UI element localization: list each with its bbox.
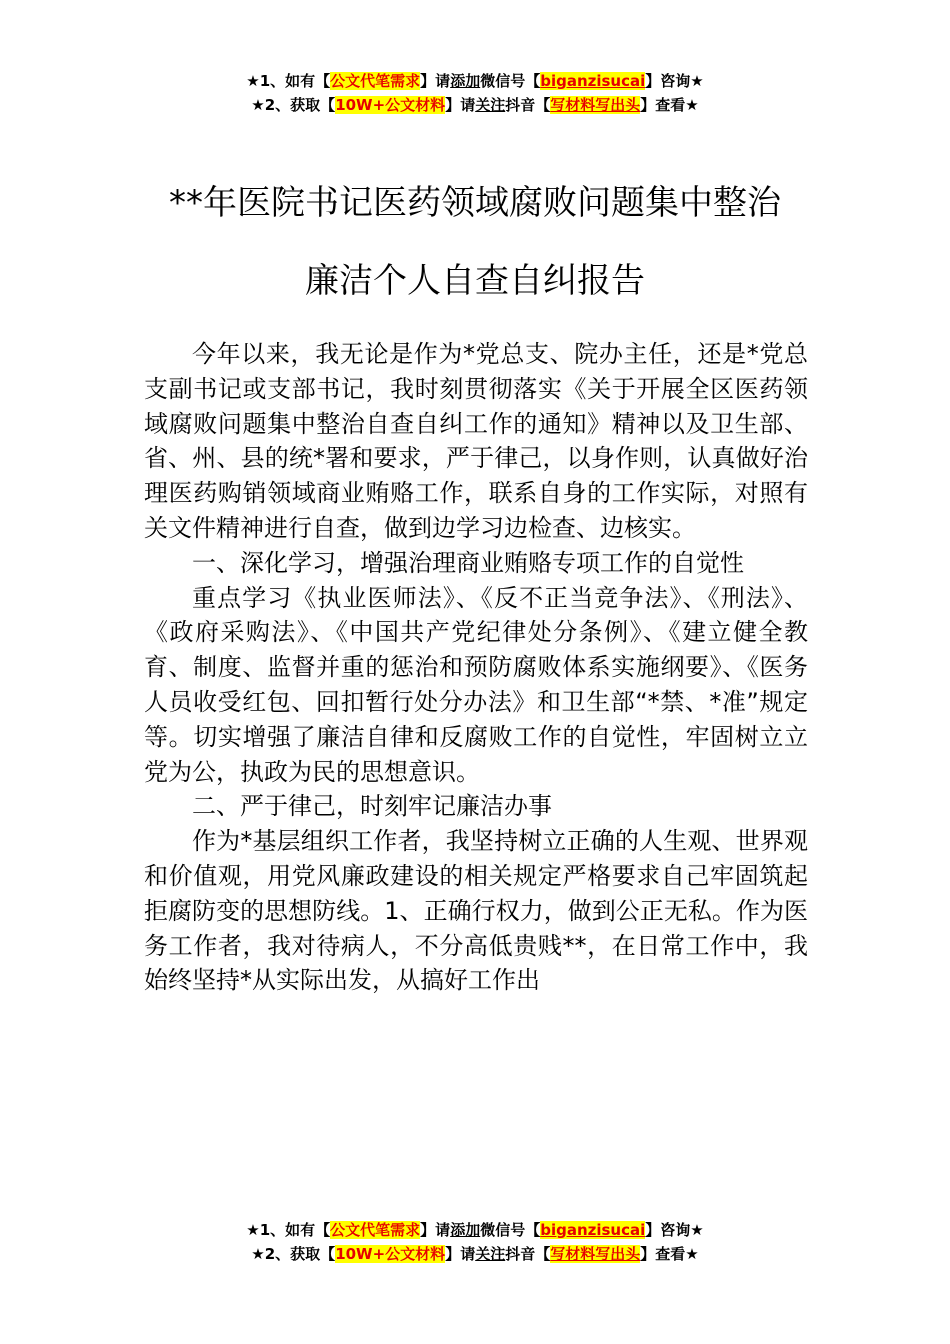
banner-text: 】请 <box>420 1221 451 1239</box>
banner-text: 微信号【 <box>480 1221 541 1239</box>
highlight-text: 10W+公文材料 <box>335 96 446 114</box>
highlight-text: 10W+公文材料 <box>335 1245 446 1263</box>
underlined-text: 关注 <box>475 1245 506 1263</box>
highlight-text: 公文代笔需求 <box>330 72 421 90</box>
banner-line-2 <box>0 1242 950 1266</box>
title-line-1: **年医院书记医药领域腐败问题集中整治 <box>169 183 781 223</box>
banner-text: 】请 <box>445 1245 476 1263</box>
document-body <box>144 337 808 998</box>
banner-text: 】请 <box>445 96 476 114</box>
banner-line-1 <box>0 1218 950 1242</box>
banner-text: ★1、如有【 <box>246 1221 331 1239</box>
banner-text: 】咨询★ <box>645 72 704 90</box>
banner-text: 抖音【 <box>505 1245 551 1263</box>
wechat-id: biganzisucai <box>540 72 646 90</box>
banner-text: 】咨询★ <box>645 1221 704 1239</box>
section-heading: 二、严于律己，时刻牢记廉洁办事 <box>192 792 552 821</box>
wechat-id: biganzisucai <box>540 1221 646 1239</box>
douyin-id: 写材料写出头 <box>550 96 641 114</box>
title-line-2: 廉洁个人自查自纠报告 <box>305 261 645 301</box>
banner-text: 】查看★ <box>640 1245 699 1263</box>
banner-text: ★2、获取【 <box>251 1245 336 1263</box>
underlined-text: 添加 <box>450 1221 481 1239</box>
banner-text: 】查看★ <box>640 96 699 114</box>
header-banner <box>0 69 950 117</box>
banner-line-2 <box>0 93 950 117</box>
banner-line-1 <box>0 69 950 93</box>
banner-text: ★1、如有【 <box>246 72 331 90</box>
highlight-text: 公文代笔需求 <box>330 1221 421 1239</box>
banner-text: ★2、获取【 <box>251 96 336 114</box>
banner-text: 抖音【 <box>505 96 551 114</box>
underlined-text: 添加 <box>450 72 481 90</box>
underlined-text: 关注 <box>475 96 506 114</box>
douyin-id: 写材料写出头 <box>550 1245 641 1263</box>
footer-banner <box>0 1218 950 1266</box>
banner-text: 】请 <box>420 72 451 90</box>
body-paragraph: 今年以来，我无论是作为*党总支、院办主任，还是*党总支副书记或支部书记，我时刻贯彻落实《关于开展全区医药领域腐败问题集中整治自查自纠工作的通知》精神以及卫生部、省、州、县的统*署和要求，严于律己，以身作则，认真做好治理医药购销领域商业贿赂工作，联系自身的工作实际，对照有关文件精神进行自查，做到边学习边检查、边核实。 <box>144 340 808 542</box>
banner-text: 微信号【 <box>480 72 541 90</box>
body-paragraph: 作为*基层组织工作者，我坚持树立正确的人生观、世界观和价值观，用党风廉政建设的相关规定严格要求自己牢固筑起拒腐防变的思想防线。1、正确行权力，做到公正无私。作为医务工作者，我对待病人，不分高低贵贱**，在日常工作中，我始终坚持*从实际出发，从搞好工作出 <box>144 827 808 995</box>
section-heading: 一、深化学习，增强治理商业贿赂专项工作的自觉性 <box>192 548 744 577</box>
document-title <box>0 164 950 320</box>
body-paragraph: 重点学习《执业医师法》、《反不正当竞争法》、《刑法》、《政府采购法》、《中国共产党纪律处分条例》、《建立健全教育、制度、监督并重的惩治和预防腐败体系实施纲要》、《医务人员收受红包、回扣暂行处分办法》和卫生部“*禁、*准”规定等。切实增强了廉洁自律和反腐败工作的自觉性，牢固树立立党为公，执政为民的思想意识。 <box>144 583 808 786</box>
